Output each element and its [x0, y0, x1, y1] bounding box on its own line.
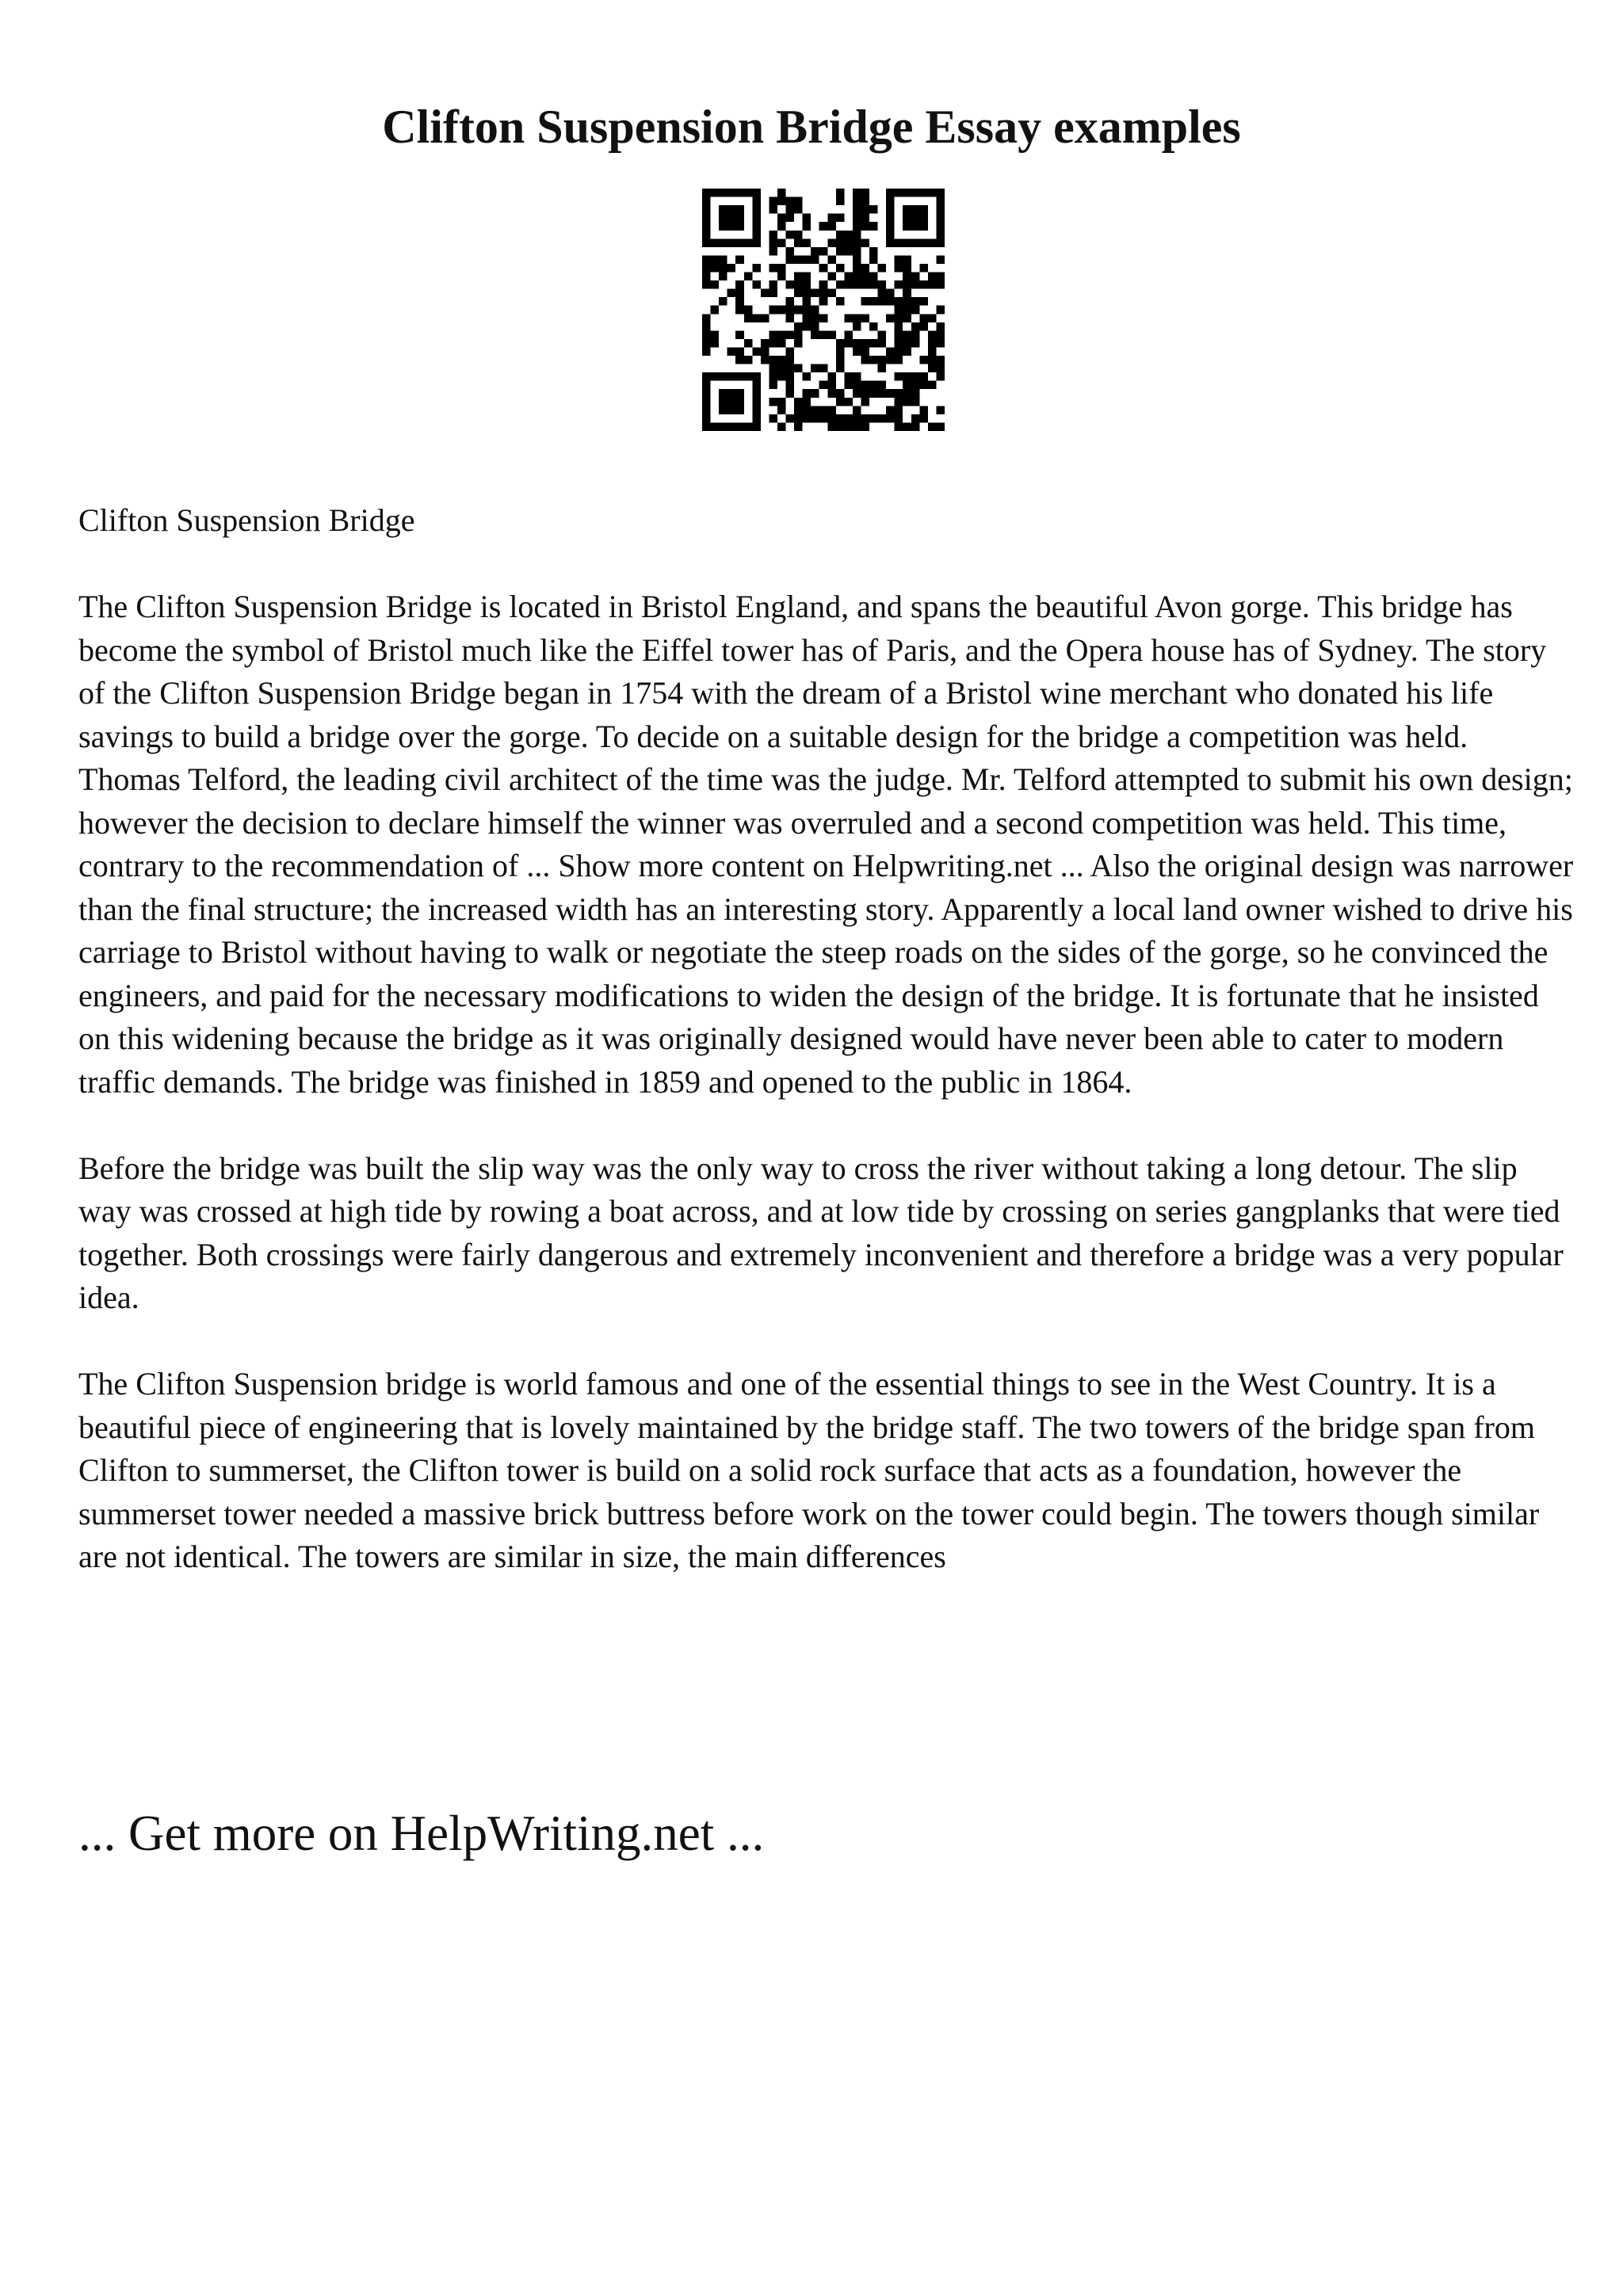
essay-paragraph-3: The Clifton Suspension bridge is world famous and one of the essential things to see in the West Country. It is a beautiful piece of engineering that is lovely maintained by the bridge staff. The two towers of the bridge span from Clifton to summerset, the Clifton tower is build on a solid rock surface that acts as a foundation, however the summerset tower needed a massive brick buttress before work on the tower could begin. The towers though similar are not identical. The towers are similar in size, the main differences: [78, 1366, 1540, 1574]
essay-paragraph-1: The Clifton Suspension Bridge is located in Bristol England, and spans the beautiful Avon gorge. This bridge has become the symbol of Bristol much like the Eiffel tower has of Paris, and the Opera house has of Sydney. The story of the Clifton Suspension Bridge began in 1754 with the dream of a Bristol wine merchant who donated his life savings to build a bridge over the gorge. To decide on a suitable design for the bridge a competition was held. Thomas Telford, the leading civil architect of the time was the judge. Mr. Telford attempted to submit his own design; however the decision to declare himself the winner was overruled and a second competition was held. This time, contrary to the recommendation of ... Show more content on Helpwriting.net ... Also the original design was narrower than the final structure; the increased width has an interesting story. Apparently a local land owner wished to drive his carriage to Bristol without having to walk or negotiate the steep roads on the sides of the gorge, so he convinced the engineers, and paid for the necessary modifications to widen the design of the bridge. It is fortunate that he insisted on this widening because the bridge as it was originally designed would have never been able to cater to modern traffic demands. The bridge was finished in 1859 and opened to the public in 1864.: [78, 589, 1574, 1100]
essay-paragraph-2: Before the bridge was built the slip way was the only way to cross the river without taking a long detour. The slip way was crossed at high tide by rowing a boat across, and at low tide by crossing on series gangplanks that were tied together. Both crossings were fairly dangerous and extremely inconvenient and therefore a bridge was a very popular idea.: [78, 1150, 1564, 1315]
essay-body: [78, 499, 1576, 1622]
qr-code-icon: [702, 189, 945, 431]
get-more-link[interactable]: ... Get more on HelpWriting.net ...: [78, 1806, 765, 1861]
document-title: Clifton Suspension Bridge Essay examples: [382, 101, 1241, 153]
essay-subheading: Clifton Suspension Bridge: [78, 502, 415, 538]
